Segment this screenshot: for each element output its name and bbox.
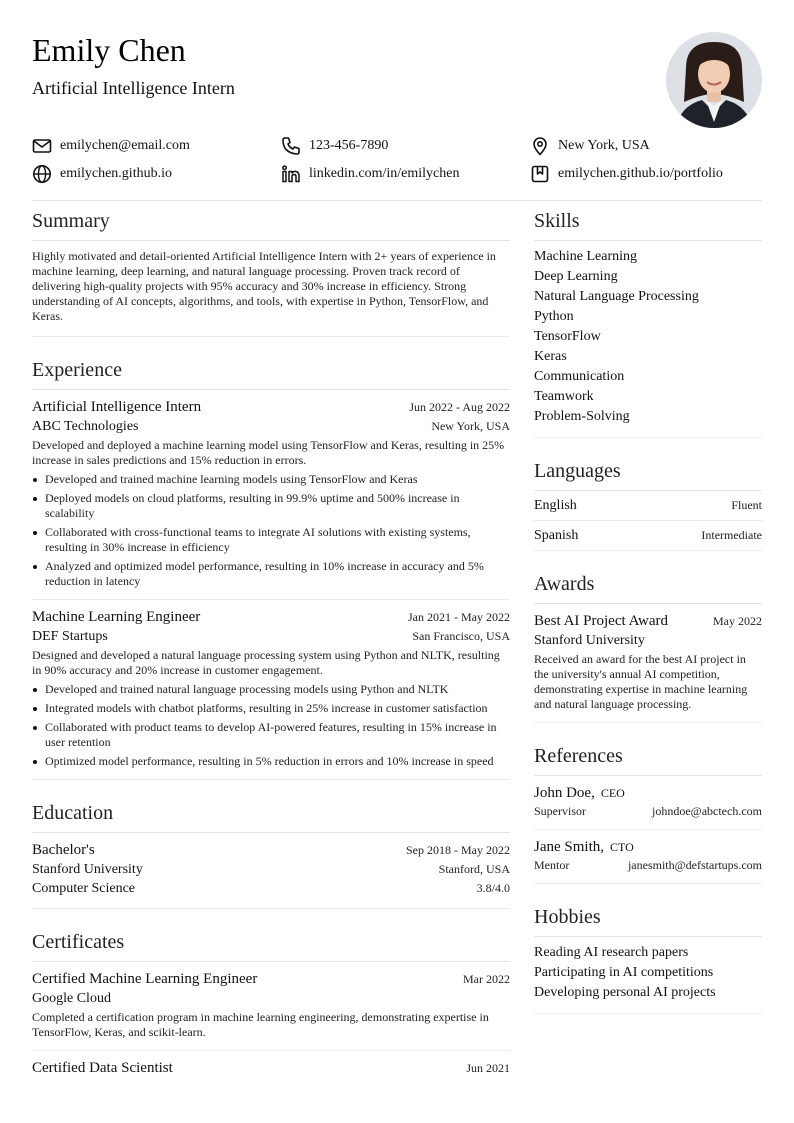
linkedin-text: linkedin.com/in/emilychen bbox=[309, 166, 460, 181]
education-entry bbox=[32, 833, 510, 908]
school-name: Stanford University bbox=[32, 862, 143, 877]
bullet-item: Developed and trained machine learning models using TensorFlow and Keras bbox=[32, 472, 510, 487]
contact-email[interactable] bbox=[32, 136, 190, 156]
award-issuer: Stanford University bbox=[534, 633, 645, 648]
languages-heading: Languages bbox=[534, 454, 762, 491]
hobby-item: Reading AI research papers bbox=[534, 945, 689, 960]
skill-item: Keras bbox=[534, 349, 567, 364]
certificate-entry bbox=[32, 962, 510, 1050]
contact-location bbox=[530, 136, 650, 156]
contact-info bbox=[32, 136, 762, 192]
reference-entry bbox=[534, 829, 762, 883]
job-description: Developed and deployed a machine learning model using TensorFlow and Keras, resulting in 25% increase in sales predictions and 15% reduction in errors. bbox=[32, 438, 505, 467]
bullet-item: Optimized model performance, resulting in 5% reduction in errors and 10% increase in speed bbox=[32, 754, 510, 769]
side-column bbox=[534, 204, 762, 1014]
company-name: ABC Technologies bbox=[32, 419, 139, 434]
reference-position: CEO bbox=[600, 786, 625, 800]
mail-icon bbox=[32, 136, 52, 156]
job-dates: Jan 2021 - May 2022 bbox=[408, 610, 510, 624]
skills-heading: Skills bbox=[534, 204, 762, 241]
job-location: New York, USA bbox=[431, 419, 510, 433]
linkedin-icon bbox=[281, 164, 301, 184]
bullet-item: Collaborated with cross-functional teams to integrate AI solutions with existing systems, resulting in 30% increase in efficiency bbox=[32, 525, 510, 555]
candidate-title: Artificial Intelligence Intern bbox=[32, 78, 235, 98]
reference-entry bbox=[534, 776, 762, 829]
awards-section bbox=[534, 567, 762, 723]
reference-email[interactable]: johndoe@abctech.com bbox=[651, 804, 762, 818]
reference-name: Jane Smith, bbox=[534, 839, 604, 855]
degree: Bachelor's bbox=[32, 842, 95, 858]
phone-text: 123-456-7890 bbox=[309, 138, 389, 153]
location-pin-icon bbox=[530, 136, 550, 156]
award-entry bbox=[534, 604, 762, 722]
hobbies-heading: Hobbies bbox=[534, 900, 762, 937]
experience-section bbox=[32, 353, 510, 780]
skill-item: Deep Learning bbox=[534, 269, 618, 284]
profile-photo bbox=[666, 32, 762, 128]
references-section bbox=[534, 739, 762, 884]
website-text: emilychen.github.io bbox=[60, 166, 172, 181]
avatar-illustration bbox=[666, 32, 762, 128]
skill-item: Natural Language Processing bbox=[534, 289, 699, 304]
field-of-study: Computer Science bbox=[32, 881, 136, 896]
reference-name: John Doe, bbox=[534, 785, 595, 801]
experience-entry bbox=[32, 599, 510, 779]
certificate-title: Certified Data Scientist bbox=[32, 1060, 173, 1076]
education-dates: Sep 2018 - May 2022 bbox=[406, 843, 510, 857]
hobbies-section bbox=[534, 900, 762, 1014]
reference-relation: Mentor bbox=[534, 858, 570, 872]
summary-section bbox=[32, 204, 510, 337]
job-bullets bbox=[32, 472, 510, 589]
skill-item: Python bbox=[534, 309, 574, 324]
reference-position: CTO bbox=[610, 840, 634, 854]
education-heading: Education bbox=[32, 796, 510, 833]
award-title: Best AI Project Award bbox=[534, 613, 669, 629]
summary-heading: Summary bbox=[32, 204, 510, 241]
school-location: Stanford, USA bbox=[438, 862, 510, 876]
skill-item: Problem-Solving bbox=[534, 409, 630, 424]
education-section bbox=[32, 796, 510, 909]
bullet-item: Deployed models on cloud platforms, resulting in 99.9% uptime and 500% increase in scalability bbox=[32, 491, 510, 521]
award-description: Received an award for the best AI project in the university's annual AI competition, demonstrating expertise in machine learning and natural language processing. bbox=[534, 652, 748, 711]
certificates-section bbox=[32, 925, 510, 1088]
hobby-item: Participating in AI competitions bbox=[534, 965, 714, 980]
location-text: New York, USA bbox=[558, 138, 650, 153]
main-column bbox=[32, 204, 510, 1088]
skills-section bbox=[534, 204, 762, 438]
skill-item: Communication bbox=[534, 369, 625, 384]
awards-heading: Awards bbox=[534, 567, 762, 604]
bullet-item: Collaborated with product teams to develop AI-powered features, resulting in 15% increase in user retention bbox=[32, 720, 510, 750]
skill-item: Machine Learning bbox=[534, 249, 638, 264]
skills-list bbox=[534, 241, 762, 437]
certificate-title: Certified Machine Learning Engineer bbox=[32, 971, 258, 987]
bullet-item: Developed and trained natural language processing models using Python and NLTK bbox=[32, 682, 510, 697]
candidate-name: Emily Chen bbox=[32, 32, 186, 68]
job-title: Artificial Intelligence Intern bbox=[32, 399, 202, 415]
reference-relation: Supervisor bbox=[534, 804, 586, 818]
experience-heading: Experience bbox=[32, 353, 510, 390]
language-level: Fluent bbox=[731, 498, 762, 512]
hobbies-list bbox=[534, 937, 762, 1013]
certificate-issuer: Google Cloud bbox=[32, 991, 111, 1006]
references-heading: References bbox=[534, 739, 762, 776]
certificates-heading: Certificates bbox=[32, 925, 510, 962]
hobby-item: Developing personal AI projects bbox=[534, 985, 716, 1000]
job-location: San Francisco, USA bbox=[412, 629, 510, 643]
email-text: emilychen@email.com bbox=[60, 138, 190, 153]
language-row bbox=[534, 491, 762, 520]
job-bullets bbox=[32, 682, 510, 769]
certificate-date: Jun 2021 bbox=[466, 1061, 510, 1075]
bookmark-icon bbox=[530, 164, 550, 184]
reference-email[interactable]: janesmith@defstartups.com bbox=[627, 858, 762, 872]
languages-section bbox=[534, 454, 762, 551]
contact-phone[interactable] bbox=[281, 136, 388, 156]
gpa: 3.8/4.0 bbox=[476, 881, 510, 895]
globe-icon bbox=[32, 164, 52, 184]
job-title: Machine Learning Engineer bbox=[32, 609, 201, 625]
job-description: Designed and developed a natural language processing system using Python and NLTK, resulting in 90% accuracy and 20% increase in customer engagement. bbox=[32, 648, 500, 677]
contact-portfolio[interactable] bbox=[530, 164, 723, 184]
bullet-item: Integrated models with chatbot platforms, resulting in 25% increase in customer satisfaction bbox=[32, 701, 510, 716]
header-divider bbox=[32, 200, 762, 201]
language-name: English bbox=[534, 498, 577, 513]
award-date: May 2022 bbox=[713, 614, 762, 628]
contact-website[interactable] bbox=[32, 164, 172, 184]
certificate-date: Mar 2022 bbox=[463, 972, 510, 986]
bullet-item: Analyzed and optimized model performance, resulting in 10% increase in accuracy and 5% reduction in latency bbox=[32, 559, 510, 589]
contact-linkedin[interactable] bbox=[281, 164, 459, 184]
company-name: DEF Startups bbox=[32, 629, 108, 644]
language-row bbox=[534, 520, 762, 550]
certificate-description: Completed a certification program in machine learning engineering, demonstrating expertise in TensorFlow, Keras, and scikit-learn. bbox=[32, 1010, 489, 1039]
skill-item: Teamwork bbox=[534, 389, 594, 404]
skill-item: TensorFlow bbox=[534, 329, 601, 344]
phone-icon bbox=[281, 136, 301, 156]
portfolio-text: emilychen.github.io/portfolio bbox=[558, 166, 723, 181]
certificate-entry bbox=[32, 1050, 510, 1088]
summary-text: Highly motivated and detail-oriented Artificial Intelligence Intern with 2+ years of experience in machine learning, deep learning, and natural language processing. Proven track record of delivering high-quality projects with 95% accuracy and 30% increase in efficiency. Strong understanding of AI concepts, algorithms, and tools, with expertise in Python, TensorFlow, and Keras. bbox=[32, 249, 496, 323]
language-level: Intermediate bbox=[701, 528, 762, 542]
job-dates: Jun 2022 - Aug 2022 bbox=[409, 400, 510, 414]
language-name: Spanish bbox=[534, 528, 579, 543]
experience-entry bbox=[32, 390, 510, 599]
